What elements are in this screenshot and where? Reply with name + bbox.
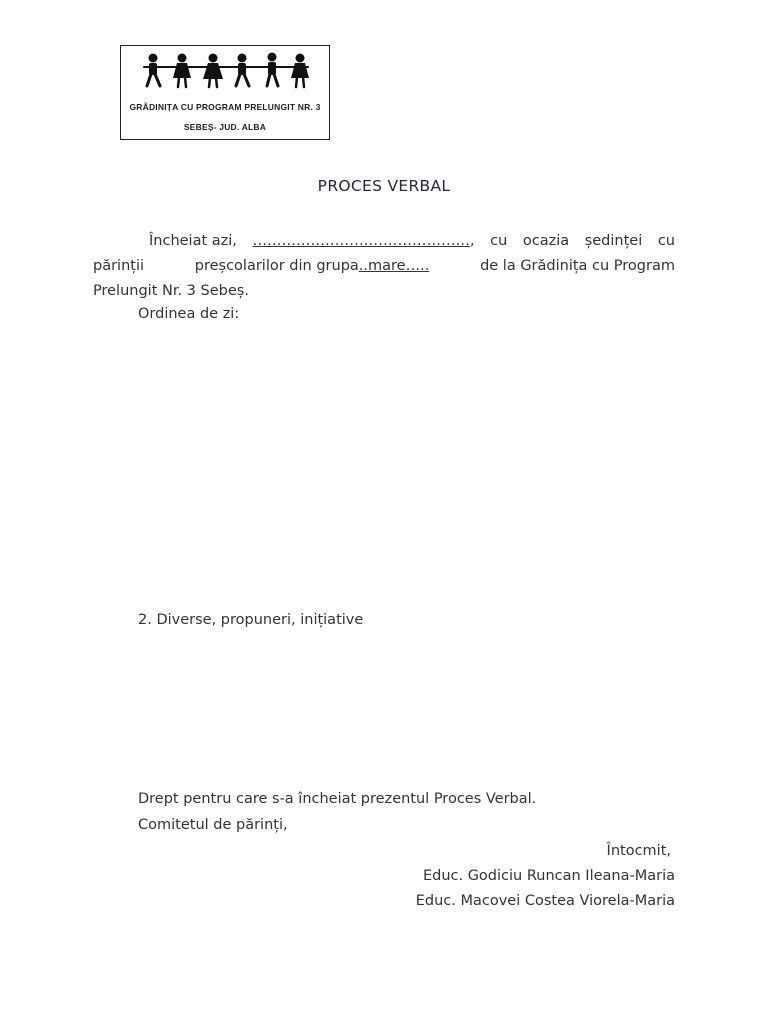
group-name-blank: ..mare….. <box>358 258 430 274</box>
drafted-by-label: Întocmit, <box>606 843 671 859</box>
intro-line-2 <box>93 254 675 279</box>
intro-preschoolers-group: preșcolarilor din grupa <box>194 258 359 274</box>
signatory-1: Educ. Godiciu Runcan Ileana-Maria <box>422 868 675 884</box>
intro-word-cu-2: cu <box>657 233 675 249</box>
intro-word-ocazia: ocazia <box>522 233 570 249</box>
school-logo <box>120 45 330 140</box>
intro-line-3 <box>93 279 675 304</box>
intro-word-parintii: părinții <box>93 258 145 274</box>
agenda-label: Ordinea de zi: <box>138 306 240 322</box>
intro-paragraph <box>93 229 675 304</box>
date-blank: ……………………………………… <box>252 233 470 249</box>
children-holding-hands-icon <box>136 52 316 92</box>
intro-concluded-today: Încheiat azi, <box>149 233 237 249</box>
closing-statement: Drept pentru care s-a încheiat prezentul Proces Verbal. <box>138 791 537 807</box>
intro-kindergarten: de la Grădinița cu Program <box>480 258 675 274</box>
intro-line-1 <box>93 229 675 254</box>
logo-school-name: GRĂDINIȚA CU PROGRAM PRELUNGIT NR. 3 <box>129 102 321 112</box>
intro-comma: , <box>469 233 475 249</box>
intro-word-sedintei: ședinței <box>584 233 643 249</box>
signatory-2: Educ. Macovei Costea Viorela-Maria <box>415 893 675 909</box>
logo-school-location: SEBEȘ- JUD. ALBA <box>183 122 267 132</box>
document-title: PROCES VERBAL <box>317 177 451 195</box>
intro-word-cu: cu <box>490 233 508 249</box>
parents-committee-label: Comitetul de părinți, <box>138 817 288 833</box>
intro-school-name: Prelungit Nr. 3 Sebeș. <box>93 283 249 299</box>
agenda-item-2: 2. Diverse, propuneri, inițiative <box>138 612 364 628</box>
